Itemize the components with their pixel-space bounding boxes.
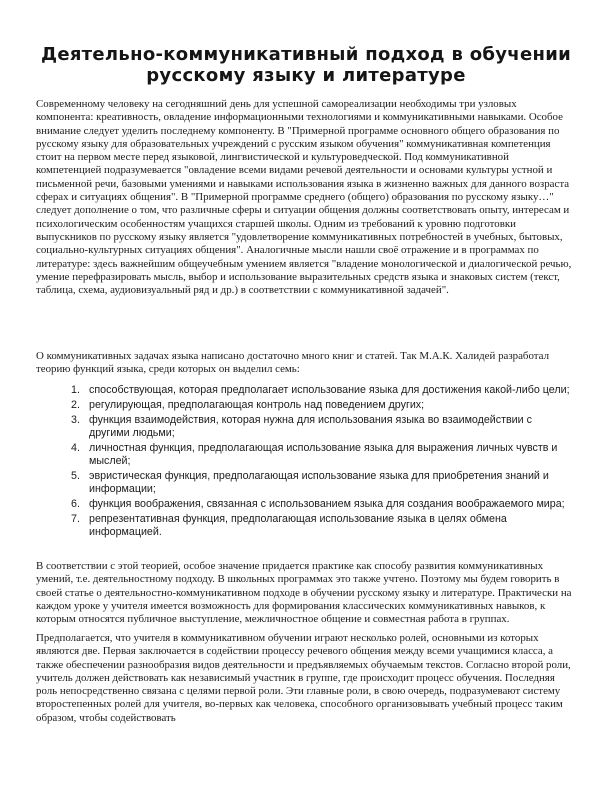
list-item-text: способствующая, которая предполагает использование языка для достижения какой-либо цели; [89,384,570,396]
list-item-text: функция взаимодействия, которая нужна для использования языка во взаимодействии с другими людьми; [89,414,532,439]
list-item-number: 6. [71,498,80,510]
list-item-text: личностная функция, предполагающая использование языка для выражения личных чувств и мыслей; [89,442,558,467]
list-item [36,399,576,412]
list-item-number: 3. [71,414,80,426]
list-item-text: эвристическая функция, предполагающая использование языка для приобретения знаний и информации; [89,470,549,495]
paragraph-intro: Современному человеку на сегодняшний день для успешной самореализации необходимы три узловых компонента: креативность, овладение информационными технологиями и коммуникативными навыками. Особое внимание следует уделить последнему компоненту. В "Примерной программе основного общего образования по русскому языку для образовательных учреждений с русским языком обучения" коммуникативная компетенция стоит на первом месте перед языковой, лингвистической и культуроведческой. Под коммуникативной компетенцией подразумевается "овладение всеми видами речевой деятельности и основами культуры устной и письменной речи, базовыми умениями и навыками использования языка в жизненно важных для данного возраста сферах и ситуациях общения". В "Примерной программе среднего (общего) образования по русскому языку…" следует дополнение о том, что различные сферы и ситуации общения должны соответствовать опыту, интересам и психологическим особенностям учащихся старшей школы. Одним из требований к уровню подготовки выпускников по русскому языку является "удовлетворение коммуникативных потребностей в учебных, бытовых, социально-культурных ситуациях общения". Аналогичные мысли нашли своё отражение и в программах по литературе: здесь важнейшим общеучебным умением является "владение монологической и диалогической речью, умение перефразировать мысль, выбор и использование выразительных средств языка и знаковых систем (текст, таблица, схема, аудиовизуальный ряд и др.) в соответствии с коммуникативной задачей". [36,98,572,297]
list-item-number: 4. [71,442,80,454]
list-item [36,513,576,539]
list-item [36,414,576,440]
list-item-text: репрезентативная функция, предполагающая использование языка в целях обмена информацией. [89,513,507,538]
list-item-number: 1. [71,384,80,396]
list-item-text: функция воображения, связанная с использованием языка для создания воображаемого мира; [89,498,565,510]
list-item [36,384,576,397]
language-functions-list [36,384,576,541]
list-item [36,470,576,496]
list-item-number: 2. [71,399,80,411]
document-title: Деятельно-коммуникативный подход в обучении русскому языку и литературе [40,44,572,86]
paragraph-theory-practice: В соответствии с этой теорией, особое значение придается практике как способу развития коммуникативных умений, т.е. деятельностному подходу. В школьных программах это также учтено. Поэтому мы будем говорить в своей статье о деятельностно-коммуникативном подходе в обучении русскому языку и литературе. Практически на каждом уроке у учителя имеется возможность для формирования классических коммуникативных навыков, к которым относятся публичное выступление, межличностное общение и совместная работа в группах. [36,560,572,626]
list-item [36,442,576,468]
list-item-number: 5. [71,470,80,482]
paragraph-teacher-roles: Предполагается, что учителя в коммуникативном обучении играют несколько ролей, основными из которых являются две. Первая заключается в содействии процессу речевого общения между всеми учащимися класса, а также обеспечении разнообразия видов деятельности и предъявляемых обучаемым текстов. Согласно второй роли, учитель должен действовать как независимый участник в группе, где происходит процесс обучения. Последняя роль непосредственно связана с целями первой роли. Эти главные роли, в свою очередь, подразумевают систему второстепенных ролей для учителя, во-первых как человека, способного организовывать учебный процесс таким образом, чтобы содействовать [36,632,571,724]
list-item-text: регулирующая, предполагающая контроль над поведением других; [89,399,425,411]
list-item-number: 7. [71,513,80,525]
paragraph-halliday: О коммуникативных задачах языка написано достаточно много книг и статей. Так М.А.К. Халидей разработал теорию функций языка, среди которых он выделил семь: [36,350,550,376]
list-item [36,498,576,511]
